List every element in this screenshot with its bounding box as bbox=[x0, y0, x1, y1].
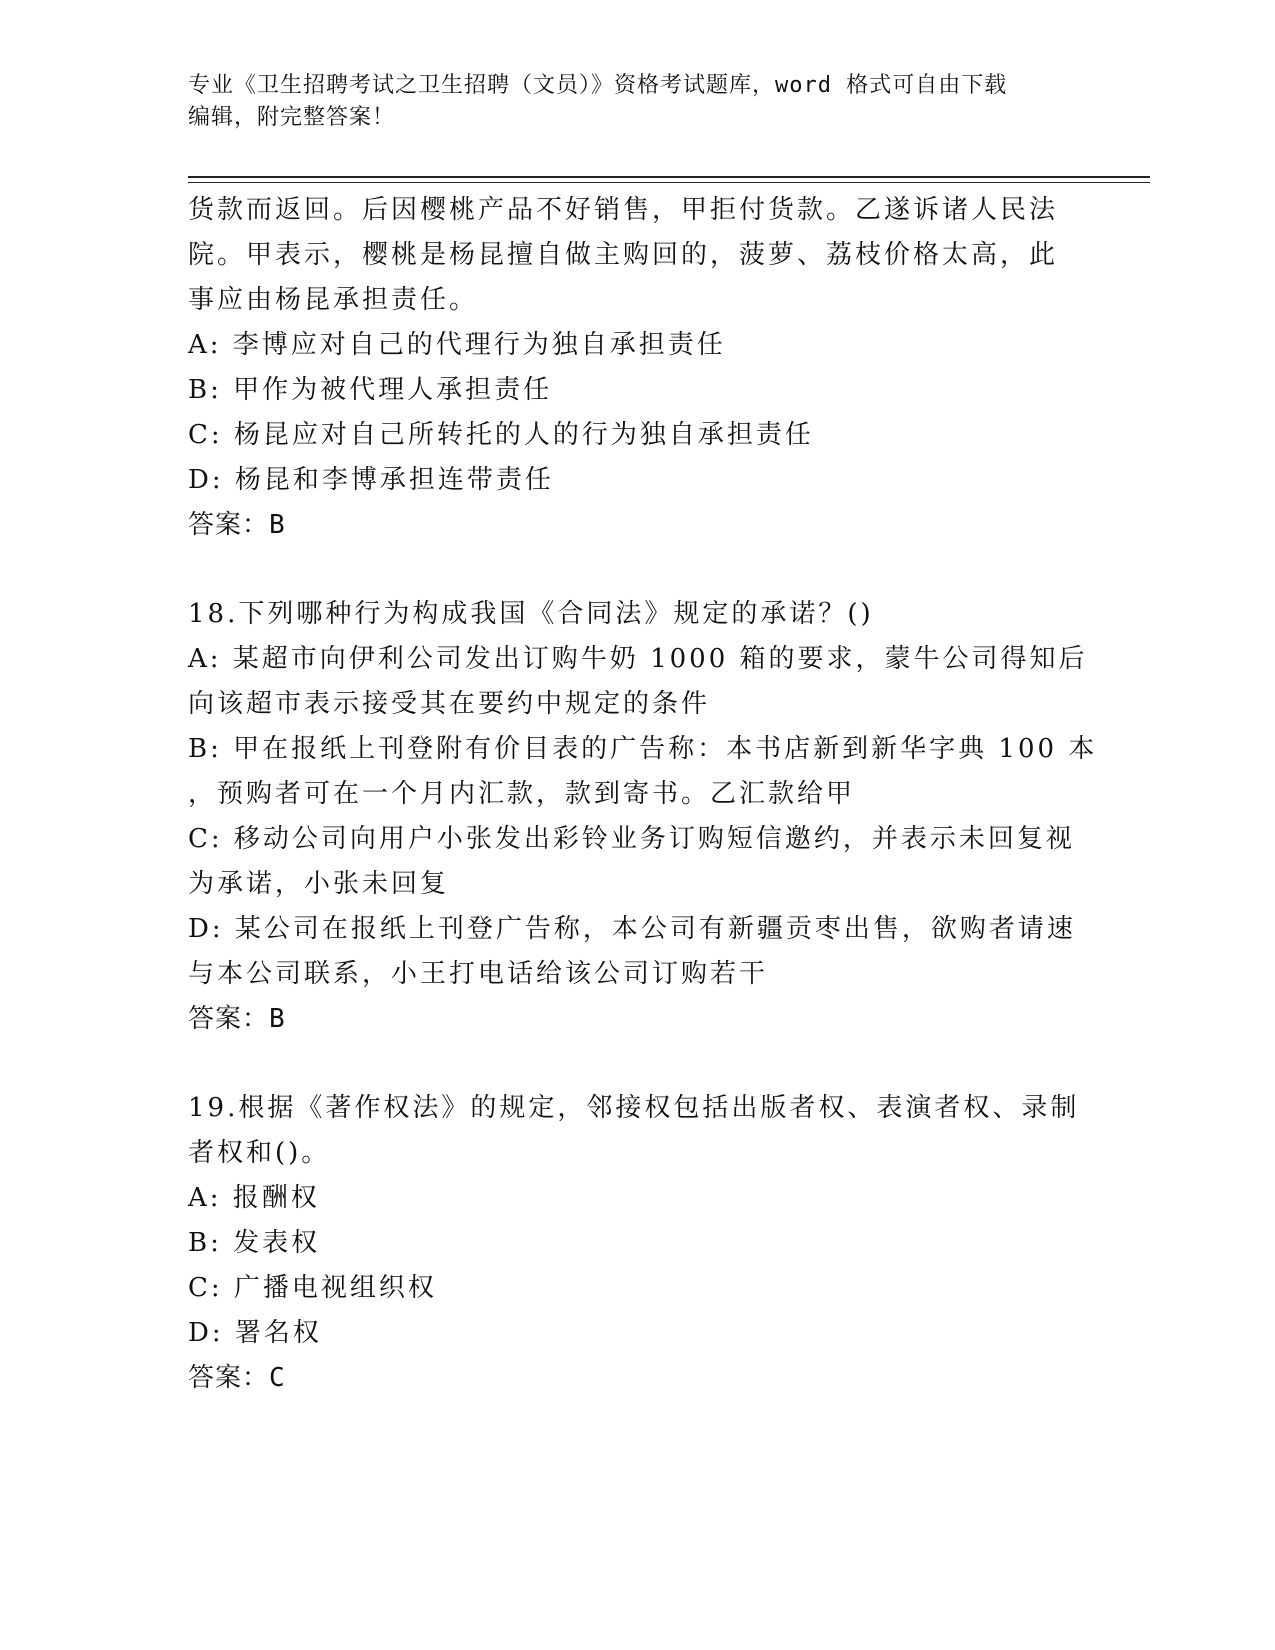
option-d: D: 署名权 bbox=[188, 1318, 322, 1348]
option-a: A: 报酬权 bbox=[188, 1183, 320, 1213]
option-c-line-2: 为承诺，小张未回复 bbox=[188, 869, 450, 899]
option-d: D: 杨昆和李博承担连带责任 bbox=[188, 465, 554, 495]
answer: 答案：B bbox=[188, 1004, 286, 1034]
question-text-line: 19.根据《著作权法》的规定，邻接权包括出版者权、表演者权、录制 bbox=[188, 1093, 1080, 1123]
answer: 答案：B bbox=[188, 510, 286, 540]
header-line-2: 编辑，附完整答案！ bbox=[188, 105, 396, 130]
document-header bbox=[188, 70, 1088, 134]
option-c: C: 广播电视组织权 bbox=[188, 1273, 437, 1303]
option-b: B: 甲作为被代理人承担责任 bbox=[188, 375, 553, 405]
option-d-line-2: 与本公司联系，小王打电话给该公司订购若干 bbox=[188, 959, 769, 989]
question-text: 18.下列哪种行为构成我国《合同法》规定的承诺？() bbox=[188, 599, 874, 629]
question-19 bbox=[188, 1086, 1088, 1401]
question-18 bbox=[188, 592, 1098, 1042]
option-b-line-2: ，预购者可在一个月内汇款，款到寄书。乙汇款给甲 bbox=[188, 779, 856, 809]
option-a: A: 李博应对自己的代理行为独自承担责任 bbox=[188, 330, 726, 360]
document-body bbox=[188, 188, 1098, 1401]
header-line-1: 专业《卫生招聘考试之卫生招聘（文员）》资格考试题库，word 格式可自由下载 bbox=[188, 73, 1008, 98]
option-b-line-1: B: 甲在报纸上刊登附有价目表的广告称：本书店新到新华字典 100 本 bbox=[188, 734, 1098, 764]
header-divider-thick bbox=[188, 176, 1150, 178]
option-c-line-1: C: 移动公司向用户小张发出彩铃业务订购短信邀约，并表示未回复视 bbox=[188, 824, 1075, 854]
option-d-line-1: D: 某公司在报纸上刊登广告称，本公司有新疆贡枣出售，欲购者请速 bbox=[188, 914, 1076, 944]
option-b: B: 发表权 bbox=[188, 1228, 321, 1258]
answer: 答案：C bbox=[188, 1363, 286, 1393]
question-text-line: 事应由杨昆承担责任。 bbox=[188, 285, 479, 315]
question-17-continued bbox=[188, 188, 1088, 548]
question-text-line: 者权和()。 bbox=[188, 1138, 331, 1168]
header-divider-thin bbox=[188, 182, 1150, 183]
question-text-line: 货款而返回。后因樱桃产品不好销售，甲拒付货款。乙遂诉诸人民法 bbox=[188, 195, 1059, 225]
option-a-line-1: A: 某超市向伊利公司发出订购牛奶 1000 箱的要求，蒙牛公司得知后 bbox=[188, 644, 1088, 674]
question-text-line: 院。甲表示，樱桃是杨昆擅自做主购回的，菠萝、荔枝价格太高，此 bbox=[188, 240, 1059, 270]
option-a-line-2: 向该超市表示接受其在要约中规定的条件 bbox=[188, 689, 711, 719]
spacer bbox=[188, 1042, 1088, 1086]
option-c: C: 杨昆应对自己所转托的人的行为独自承担责任 bbox=[188, 420, 814, 450]
spacer bbox=[188, 548, 1088, 592]
